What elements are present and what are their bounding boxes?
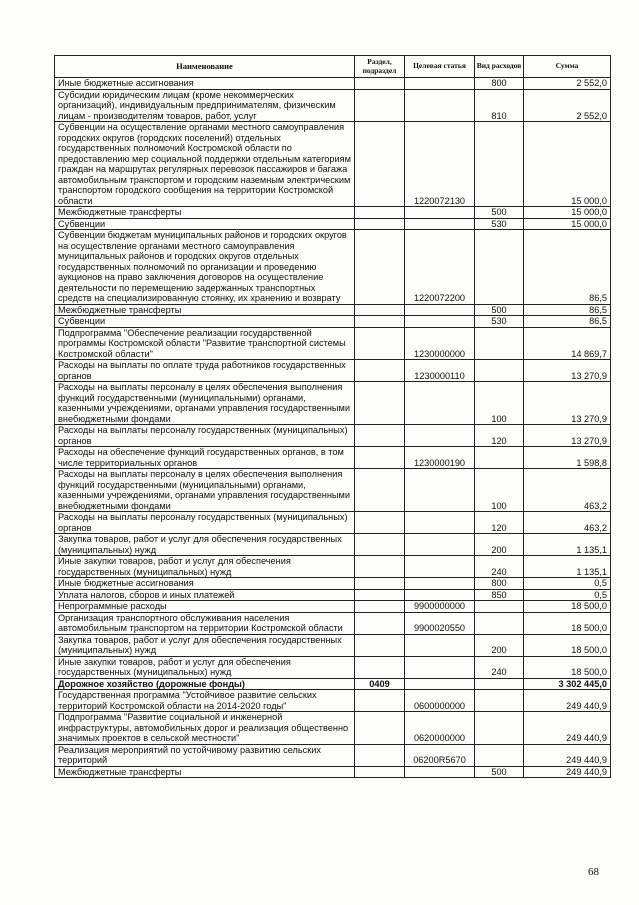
row-section-cell — [355, 207, 405, 219]
table-row — [55, 512, 611, 534]
row-name-cell: Межбюджетные трансферты — [55, 304, 355, 316]
row-section-cell — [355, 122, 405, 207]
row-section-cell — [355, 316, 405, 328]
row-target-cell — [405, 316, 475, 328]
row-sum-cell: 249 440,9 — [524, 690, 611, 712]
row-section-cell — [355, 601, 405, 613]
header-target: Целевая статья — [405, 56, 475, 78]
row-target-cell: 0600000000 — [405, 690, 475, 712]
row-target-cell: 9900020550 — [405, 612, 475, 634]
row-section-cell: 0409 — [355, 678, 405, 690]
table-row — [55, 425, 611, 447]
row-vid-cell: 850 — [475, 589, 524, 601]
row-section-cell — [355, 304, 405, 316]
row-target-cell — [405, 425, 475, 447]
row-name-cell: Закупка товаров, работ и услуг для обеспечения государственных (муниципальных) нужд — [55, 534, 355, 556]
row-sum-cell: 86,5 — [524, 316, 611, 328]
row-sum-cell: 2 552,0 — [524, 78, 611, 90]
table-row — [55, 712, 611, 745]
row-sum-cell: 1 135,1 — [524, 556, 611, 578]
row-section-cell — [355, 589, 405, 601]
table-row — [55, 78, 611, 90]
row-vid-cell: 500 — [475, 207, 524, 219]
row-sum-cell: 18 500,0 — [524, 601, 611, 613]
row-target-cell: 1220072130 — [405, 122, 475, 207]
row-name-cell: Расходы на выплаты персоналу в целях обеспечения выполнения функций государственными (муниципальными) органами, казенными учреждениями, органами управления государственными внебюджетными фондами — [55, 469, 355, 512]
row-section-cell — [355, 469, 405, 512]
table-row — [55, 360, 611, 382]
table-row — [55, 122, 611, 207]
row-vid-cell — [475, 678, 524, 690]
header-section: Раздел, подраздел — [355, 56, 405, 78]
row-sum-cell: 249 440,9 — [524, 766, 611, 778]
row-vid-cell — [475, 690, 524, 712]
header-vid: Вид расходов — [475, 56, 524, 78]
row-name-cell: Реализация мероприятий по устойчивому развитию сельских территорий — [55, 744, 355, 766]
row-section-cell — [355, 556, 405, 578]
row-sum-cell: 3 302 445,0 — [524, 678, 611, 690]
table-row — [55, 327, 611, 360]
row-section-cell — [355, 78, 405, 90]
row-section-cell — [355, 360, 405, 382]
row-target-cell — [405, 678, 475, 690]
row-sum-cell: 0,5 — [524, 578, 611, 590]
row-target-cell — [405, 207, 475, 219]
table-row — [55, 89, 611, 122]
row-sum-cell: 15 000,0 — [524, 207, 611, 219]
row-vid-cell: 810 — [475, 89, 524, 122]
row-vid-cell: 200 — [475, 534, 524, 556]
row-vid-cell — [475, 230, 524, 305]
table-row — [55, 207, 611, 219]
row-section-cell — [355, 744, 405, 766]
table-row — [55, 656, 611, 678]
row-name-cell: Уплата налогов, сборов и иных платежей — [55, 589, 355, 601]
row-vid-cell: 100 — [475, 469, 524, 512]
row-vid-cell — [475, 360, 524, 382]
row-vid-cell — [475, 612, 524, 634]
table-row — [55, 578, 611, 590]
table-row — [55, 589, 611, 601]
row-section-cell — [355, 578, 405, 590]
row-name-cell: Расходы на выплаты персоналу государственных (муниципальных) органов — [55, 425, 355, 447]
row-vid-cell: 200 — [475, 634, 524, 656]
row-vid-cell: 240 — [475, 556, 524, 578]
header-sum: Сумма — [524, 56, 611, 78]
row-sum-cell: 1 135,1 — [524, 534, 611, 556]
row-target-cell: 1220072200 — [405, 230, 475, 305]
row-sum-cell: 15 000,0 — [524, 122, 611, 207]
row-target-cell — [405, 78, 475, 90]
row-section-cell — [355, 766, 405, 778]
row-name-cell: Дорожное хозяйство (дорожные фонды) — [55, 678, 355, 690]
table-row — [55, 304, 611, 316]
table-row — [55, 766, 611, 778]
row-name-cell: Субвенции — [55, 218, 355, 230]
row-name-cell: Субвенции бюджетам муниципальных районов и городских округов на осуществление органами местного самоуправления муниципальных районов и городских округов отдельных государственных полномочий по организации и проведению аукционов на право заключения договоров на осуществление деятельности по перемещению задержанных транспортных средств на специализированную стоянку, их хранению и возврату — [55, 230, 355, 305]
table-row — [55, 690, 611, 712]
row-sum-cell: 1 598,8 — [524, 447, 611, 469]
row-vid-cell — [475, 744, 524, 766]
row-section-cell — [355, 89, 405, 122]
table-row — [55, 612, 611, 634]
table-row — [55, 534, 611, 556]
row-name-cell: Непрограммные расходы — [55, 601, 355, 613]
row-vid-cell: 800 — [475, 78, 524, 90]
row-sum-cell: 86,5 — [524, 304, 611, 316]
row-target-cell — [405, 89, 475, 122]
row-target-cell — [405, 589, 475, 601]
row-name-cell: Иные закупки товаров, работ и услуг для обеспечения государственных (муниципальных) нужд — [55, 556, 355, 578]
row-target-cell — [405, 656, 475, 678]
row-name-cell: Подпрограмма "Развитие социальной и инженерной инфраструктуры, автомобильных дорог и реализация общественно значимых проектов в сельской местности" — [55, 712, 355, 745]
row-target-cell — [405, 578, 475, 590]
row-vid-cell: 530 — [475, 218, 524, 230]
table-row — [55, 447, 611, 469]
table-row — [55, 316, 611, 328]
row-name-cell: Иные бюджетные ассигнования — [55, 78, 355, 90]
row-target-cell: 0620000000 — [405, 712, 475, 745]
row-sum-cell: 14 869,7 — [524, 327, 611, 360]
table-row — [55, 601, 611, 613]
row-name-cell: Закупка товаров, работ и услуг для обеспечения государственных (муниципальных) нужд — [55, 634, 355, 656]
row-section-cell — [355, 230, 405, 305]
row-target-cell — [405, 512, 475, 534]
table-body — [55, 78, 611, 778]
table-row — [55, 218, 611, 230]
row-sum-cell: 18 500,0 — [524, 656, 611, 678]
row-section-cell — [355, 634, 405, 656]
row-name-cell: Расходы на выплаты по оплате труда работников государственных органов — [55, 360, 355, 382]
row-section-cell — [355, 218, 405, 230]
row-sum-cell: 463,2 — [524, 469, 611, 512]
table-row — [55, 382, 611, 425]
row-target-cell — [405, 304, 475, 316]
header-name: Наименование — [55, 56, 355, 78]
row-target-cell: 9900000000 — [405, 601, 475, 613]
row-section-cell — [355, 447, 405, 469]
row-vid-cell: 500 — [475, 766, 524, 778]
row-target-cell: 06200R5670 — [405, 744, 475, 766]
row-name-cell: Расходы на выплаты персоналу в целях обеспечения выполнения функций государственными (муниципальными) органами, казенными учреждениями, органами управления государственными внебюджетными фондами — [55, 382, 355, 425]
row-section-cell — [355, 534, 405, 556]
row-vid-cell: 120 — [475, 425, 524, 447]
row-sum-cell: 13 270,9 — [524, 425, 611, 447]
row-vid-cell: 240 — [475, 656, 524, 678]
row-name-cell: Иные закупки товаров, работ и услуг для обеспечения государственных (муниципальных) нужд — [55, 656, 355, 678]
table-row — [55, 678, 611, 690]
table-row — [55, 744, 611, 766]
row-name-cell: Подпрограмма "Обеспечение реализации государственной программы Костромской области "Развитие транспортной системы Костромской области" — [55, 327, 355, 360]
row-section-cell — [355, 690, 405, 712]
row-vid-cell — [475, 601, 524, 613]
table-row — [55, 634, 611, 656]
row-sum-cell: 13 270,9 — [524, 360, 611, 382]
row-sum-cell: 86,5 — [524, 230, 611, 305]
row-name-cell: Субвенции на осуществление органами местного самоуправления городских округов (городских поселений) отдельных государственных полномочий Костромской области по предоставлению мер социальной поддержки отдельным категориям граждан на маршрутах регулярных перевозок пассажиров и багажа автомобильным транспортом и городским наземным электрическим транспортом городского сообщения на территории Костромской области — [55, 122, 355, 207]
row-name-cell: Субвенции — [55, 316, 355, 328]
row-sum-cell: 13 270,9 — [524, 382, 611, 425]
row-name-cell: Расходы на обеспечение функций государственных органов, в том числе территориальных органов — [55, 447, 355, 469]
table-row — [55, 230, 611, 305]
row-section-cell — [355, 327, 405, 360]
row-section-cell — [355, 512, 405, 534]
row-vid-cell: 530 — [475, 316, 524, 328]
row-target-cell — [405, 634, 475, 656]
row-name-cell: Межбюджетные трансферты — [55, 766, 355, 778]
row-sum-cell: 18 500,0 — [524, 634, 611, 656]
table-row — [55, 469, 611, 512]
row-section-cell — [355, 656, 405, 678]
row-section-cell — [355, 382, 405, 425]
row-sum-cell: 249 440,9 — [524, 712, 611, 745]
row-vid-cell: 120 — [475, 512, 524, 534]
row-target-cell — [405, 382, 475, 425]
row-section-cell — [355, 712, 405, 745]
row-vid-cell — [475, 327, 524, 360]
row-sum-cell: 18 500,0 — [524, 612, 611, 634]
row-name-cell: Государственная программа "Устойчивое развитие сельских территорий Костромской области на 2014-2020 годы" — [55, 690, 355, 712]
row-vid-cell: 800 — [475, 578, 524, 590]
row-section-cell — [355, 425, 405, 447]
row-target-cell — [405, 556, 475, 578]
budget-table — [54, 55, 611, 778]
row-sum-cell: 249 440,9 — [524, 744, 611, 766]
row-target-cell: 1230000110 — [405, 360, 475, 382]
row-name-cell: Субсидии юридическим лицам (кроме некоммерческих организаций), индивидуальным предпринимателям, физическим лицам - производителям товаров, работ, услуг — [55, 89, 355, 122]
row-vid-cell: 100 — [475, 382, 524, 425]
row-sum-cell: 463,2 — [524, 512, 611, 534]
header-row — [55, 56, 611, 78]
row-target-cell — [405, 469, 475, 512]
row-vid-cell — [475, 122, 524, 207]
row-sum-cell: 15 000,0 — [524, 218, 611, 230]
row-target-cell: 1230000000 — [405, 327, 475, 360]
row-name-cell: Расходы на выплаты персоналу государственных (муниципальных) органов — [55, 512, 355, 534]
row-section-cell — [355, 612, 405, 634]
page-number: 68 — [588, 866, 599, 878]
row-name-cell: Межбюджетные трансферты — [55, 207, 355, 219]
row-sum-cell: 0,5 — [524, 589, 611, 601]
row-sum-cell: 2 552,0 — [524, 89, 611, 122]
row-vid-cell: 500 — [475, 304, 524, 316]
table-header — [55, 56, 611, 78]
row-target-cell — [405, 534, 475, 556]
row-vid-cell — [475, 712, 524, 745]
row-target-cell — [405, 766, 475, 778]
row-target-cell — [405, 218, 475, 230]
table-row — [55, 556, 611, 578]
row-target-cell: 1230000190 — [405, 447, 475, 469]
row-vid-cell — [475, 447, 524, 469]
row-name-cell: Организация транспортного обслуживания населения автомобильным транспортом на территории Костромской области — [55, 612, 355, 634]
row-name-cell: Иные бюджетные ассигнования — [55, 578, 355, 590]
